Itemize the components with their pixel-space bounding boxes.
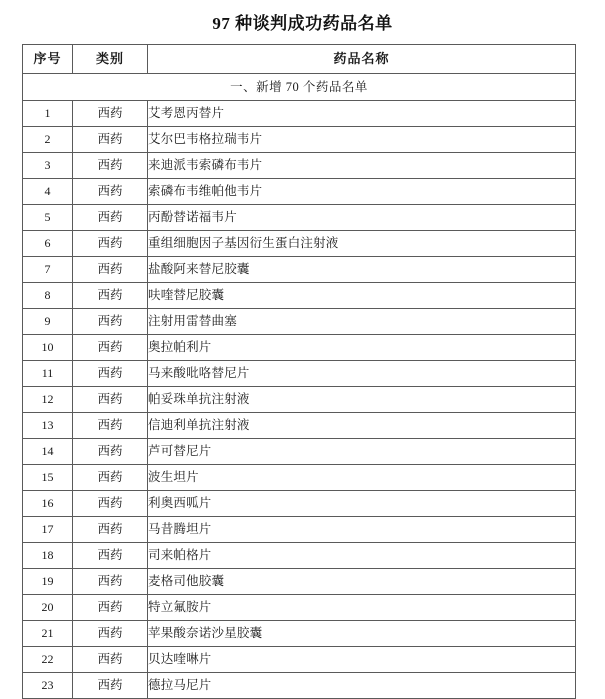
cell-drug-name: 注射用雷替曲塞 — [148, 309, 576, 335]
cell-drug-name: 麦格司他胶囊 — [148, 569, 576, 595]
cell-number: 10 — [23, 335, 73, 361]
table-body — [23, 74, 576, 699]
cell-number: 5 — [23, 205, 73, 231]
cell-category: 西药 — [73, 543, 148, 569]
cell-category: 西药 — [73, 439, 148, 465]
cell-drug-name: 马昔腾坦片 — [148, 517, 576, 543]
cell-drug-name: 帕妥珠单抗注射液 — [148, 387, 576, 413]
cell-category: 西药 — [73, 205, 148, 231]
cell-category: 西药 — [73, 335, 148, 361]
cell-category: 西药 — [73, 673, 148, 699]
cell-number: 6 — [23, 231, 73, 257]
cell-category: 西药 — [73, 595, 148, 621]
cell-drug-name: 特立氟胺片 — [148, 595, 576, 621]
cell-category: 西药 — [73, 647, 148, 673]
cell-category: 西药 — [73, 231, 148, 257]
table-row — [23, 465, 576, 491]
cell-drug-name: 苹果酸奈诺沙星胶囊 — [148, 621, 576, 647]
cell-drug-name: 艾尔巴韦格拉瑞韦片 — [148, 127, 576, 153]
table-row — [23, 647, 576, 673]
cell-number: 18 — [23, 543, 73, 569]
cell-number: 13 — [23, 413, 73, 439]
cell-drug-name: 丙酚替诺福韦片 — [148, 205, 576, 231]
column-header-number: 序号 — [23, 45, 73, 74]
cell-drug-name: 司来帕格片 — [148, 543, 576, 569]
table-row — [23, 387, 576, 413]
cell-number: 3 — [23, 153, 73, 179]
cell-number: 7 — [23, 257, 73, 283]
column-header-name: 药品名称 — [148, 45, 576, 74]
page-title: 97 种谈判成功药品名单 — [212, 14, 393, 33]
cell-category: 西药 — [73, 387, 148, 413]
cell-drug-name: 艾考恩丙替片 — [148, 101, 576, 127]
table-row — [23, 621, 576, 647]
cell-number: 19 — [23, 569, 73, 595]
drug-list-table-container — [22, 44, 575, 699]
cell-number: 1 — [23, 101, 73, 127]
cell-category: 西药 — [73, 283, 148, 309]
table-row — [23, 361, 576, 387]
table-row — [23, 127, 576, 153]
cell-number: 4 — [23, 179, 73, 205]
cell-category: 西药 — [73, 621, 148, 647]
table-row — [23, 205, 576, 231]
table-header-row — [23, 45, 576, 74]
cell-drug-name: 信迪利单抗注射液 — [148, 413, 576, 439]
cell-number: 11 — [23, 361, 73, 387]
table-header — [23, 45, 576, 74]
cell-category: 西药 — [73, 101, 148, 127]
cell-drug-name: 芦可替尼片 — [148, 439, 576, 465]
cell-drug-name: 奥拉帕利片 — [148, 335, 576, 361]
cell-number: 17 — [23, 517, 73, 543]
section-header-label: 一、新增 70 个药品名单 — [23, 74, 576, 101]
table-row — [23, 309, 576, 335]
cell-category: 西药 — [73, 465, 148, 491]
table-row — [23, 543, 576, 569]
table-row — [23, 283, 576, 309]
cell-drug-name: 利奥西呱片 — [148, 491, 576, 517]
cell-category: 西药 — [73, 179, 148, 205]
section-header-row — [23, 74, 576, 101]
cell-number: 16 — [23, 491, 73, 517]
table-row — [23, 179, 576, 205]
cell-drug-name: 索磷布韦维帕他韦片 — [148, 179, 576, 205]
cell-category: 西药 — [73, 517, 148, 543]
cell-number: 22 — [23, 647, 73, 673]
cell-number: 14 — [23, 439, 73, 465]
cell-number: 2 — [23, 127, 73, 153]
cell-number: 8 — [23, 283, 73, 309]
table-row — [23, 491, 576, 517]
cell-drug-name: 德拉马尼片 — [148, 673, 576, 699]
drug-list-table — [22, 44, 576, 699]
cell-number: 21 — [23, 621, 73, 647]
table-row — [23, 595, 576, 621]
column-header-category: 类别 — [73, 45, 148, 74]
cell-category: 西药 — [73, 413, 148, 439]
table-row — [23, 257, 576, 283]
table-row — [23, 413, 576, 439]
table-row — [23, 439, 576, 465]
table-row — [23, 569, 576, 595]
cell-number: 15 — [23, 465, 73, 491]
cell-drug-name: 贝达喹啉片 — [148, 647, 576, 673]
cell-category: 西药 — [73, 569, 148, 595]
cell-number: 23 — [23, 673, 73, 699]
cell-number: 20 — [23, 595, 73, 621]
table-row — [23, 153, 576, 179]
cell-category: 西药 — [73, 361, 148, 387]
cell-drug-name: 盐酸阿来替尼胶囊 — [148, 257, 576, 283]
table-row — [23, 673, 576, 699]
cell-number: 12 — [23, 387, 73, 413]
table-row — [23, 231, 576, 257]
cell-category: 西药 — [73, 309, 148, 335]
cell-category: 西药 — [73, 491, 148, 517]
table-row — [23, 517, 576, 543]
table-row — [23, 101, 576, 127]
cell-category: 西药 — [73, 153, 148, 179]
cell-drug-name: 呋喹替尼胶囊 — [148, 283, 576, 309]
cell-drug-name: 重组细胞因子基因衍生蛋白注射液 — [148, 231, 576, 257]
cell-category: 西药 — [73, 127, 148, 153]
cell-drug-name: 波生坦片 — [148, 465, 576, 491]
cell-category: 西药 — [73, 257, 148, 283]
cell-drug-name: 来迪派韦索磷布韦片 — [148, 153, 576, 179]
table-row — [23, 335, 576, 361]
cell-drug-name: 马来酸吡咯替尼片 — [148, 361, 576, 387]
cell-number: 9 — [23, 309, 73, 335]
